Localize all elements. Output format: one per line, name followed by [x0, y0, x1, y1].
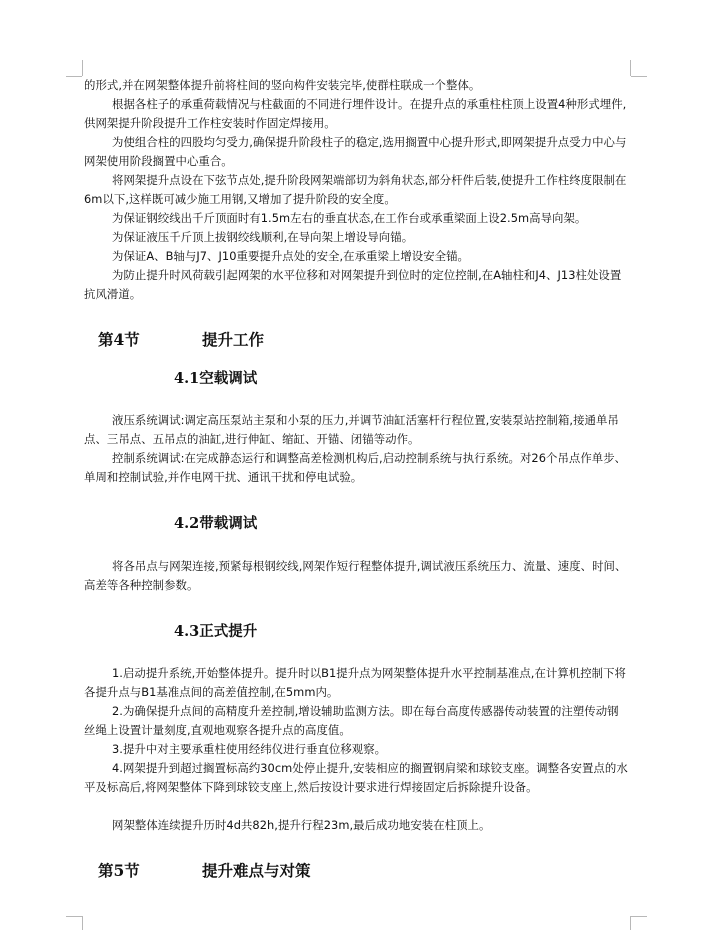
crop-mark	[82, 916, 83, 930]
crop-mark	[82, 60, 83, 76]
subsection-title: 4.3正式提升	[174, 623, 258, 640]
section-title: 提升工作	[202, 330, 265, 349]
crop-mark	[631, 76, 647, 77]
paragraph: 的形式,并在网架整体提升前将柱间的竖向构件安装完毕,使群柱联成一个整体。	[84, 78, 481, 92]
crop-mark	[66, 916, 82, 917]
subsection-title: 4.2带载调试	[174, 515, 258, 532]
paragraph: 为使组合柱的四股均匀受力,确保提升阶段柱子的稳定,选用搁置中心提升形式,即网架提升点受力中心与网架使用阶段搁置中心重合。	[84, 135, 627, 168]
section-number: 第5节	[98, 861, 140, 880]
paragraph: 将网架提升点设在下弦节点处,提升阶段网架端部切为斜角状态,部分杆件后装,使提升工作柱终度限制在6m以下,这样既可减少施工用钢,又增加了提升阶段的安全度。	[84, 173, 627, 206]
crop-mark	[631, 916, 647, 917]
section-title: 提升难点与对策	[202, 861, 311, 880]
paragraph: 为保证A、B轴与J7、J10重要提升点处的安全,在承重梁上增设安全锚。	[112, 249, 469, 263]
subsection-title: 4.1空载调试	[174, 370, 258, 387]
paragraph: 2.为确保提升点间的高精度升差控制,增设辅助监测方法。即在每台高度传感器传动装置的注塑传动钢丝绳上设置计量刻度,直观地观察各提升点的高度值。	[84, 704, 619, 737]
crop-mark	[630, 60, 631, 76]
crop-mark	[66, 76, 82, 77]
section-number: 第4节	[98, 330, 140, 349]
paragraph: 为保证钢绞线出千斤顶面时有1.5m左右的垂直状态,在工作台或承重梁面上设2.5m高导向架。	[112, 211, 587, 225]
paragraph: 控制系统调试:在完成静态运行和调整高差检测机构后,启动控制系统与执行系统。对26个吊点作单步、单周和控制试验,并作电网干扰、通讯干扰和停电试验。	[84, 451, 627, 484]
paragraph: 4.网架提升到超过搁置标高约30cm处停止提升,安装相应的搁置钢肩梁和球铰支座。调整各安置点的水平及标高后,将网架整体下降到球铰支座上,然后按设计要求进行焊接固定后拆除提升设备。	[84, 761, 628, 794]
paragraph: 根据各柱子的承重荷载情况与柱截面的不同进行埋件设计。在提升点的承重柱柱顶上设置4种形式埋件,供网架提升阶段提升工作柱安装时作固定焊接用。	[84, 97, 627, 130]
paragraph: 将各吊点与网架连接,预紧每根钢绞线,网架作短行程整体提升,调试液压系统压力、流量、速度、时间、高差等各种控制参数。	[84, 559, 627, 592]
crop-mark	[630, 916, 631, 930]
paragraph: 为防止提升时风荷载引起网架的水平位移和对网架提升到位时的定位控制,在A轴柱和J4、J13柱处设置抗风滑道。	[84, 268, 622, 301]
paragraph: 1.启动提升系统,开始整体提升。提升时以B1提升点为网架整体提升水平控制基准点,在计算机控制下将各提升点与B1基准点间的高差值控制,在5mm内。	[84, 666, 626, 699]
paragraph: 液压系统调试:调定高压泵站主泵和小泵的压力,并调节油缸活塞杆行程位置,安装泵站控制箱,接通单吊点、三吊点、五吊点的油缸,进行伸缸、缩缸、开锚、闭锚等动作。	[84, 413, 619, 446]
paragraph: 为保证液压千斤顶上拔钢绞线顺利,在导向架上增设导向锚。	[112, 230, 414, 244]
paragraph: 3.提升中对主要承重柱使用经纬仪进行垂直位移观察。	[112, 742, 387, 756]
paragraph: 网架整体连续提升历时4d共82h,提升行程23m,最后成功地安装在柱顶上。	[112, 818, 491, 832]
